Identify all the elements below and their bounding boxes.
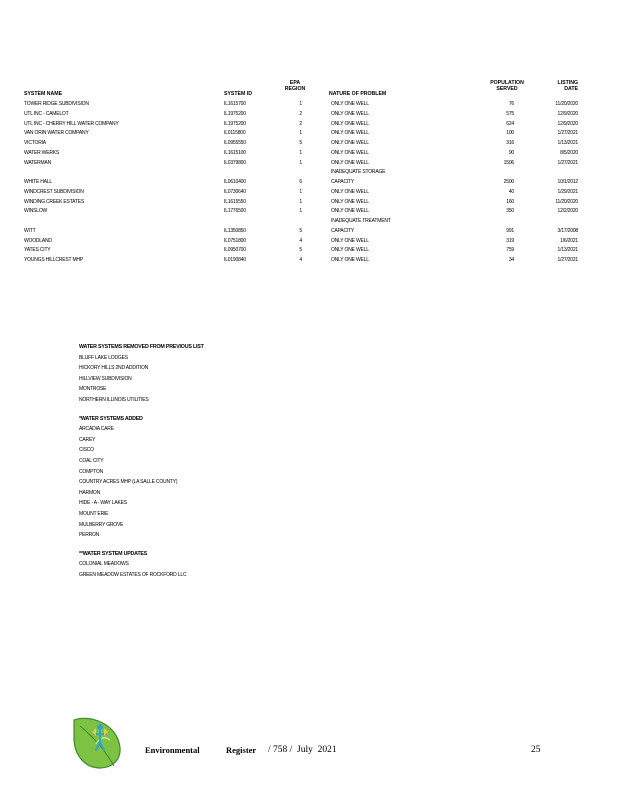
removed-list [79,353,329,406]
cell-population: 1506 [503,159,514,166]
cell-listing-date: 1/27/2021 [557,159,578,166]
cell-population: 350 [506,208,514,215]
cell-epa-region: 2 [299,110,302,117]
added-list-item: ARCADIA CARE [79,426,114,433]
table-row-continuation [0,218,618,226]
cell-nature: CAPACITY [331,227,355,234]
removed-heading: WATER SYSTEMS REMOVED FROM PREVIOUS LIST [79,344,204,350]
cell-system-id: IL1615700 [224,101,246,107]
added-list-item: HIDE - A - WAY LAKES [79,500,127,507]
footer-issue: / 758 / July 2021 [268,745,337,755]
cell-system-id: IL1350850 [224,227,246,234]
cell-system-id: IL0115800 [224,130,246,137]
cell-listing-date: 12/9/2020 [557,110,578,117]
cell-system-name: WINSLOW [24,208,48,215]
added-list [79,424,329,541]
cell-nature: ONLY ONE WELL [331,247,369,254]
cell-system-name: UTL INC - CHERRY HILL WATER COMPANY [24,120,119,127]
header-system-id: SYSTEM ID [224,91,252,97]
cell-nature: ONLY ONE WELL [331,130,369,137]
cell-system-id: IL0955550 [224,140,246,146]
cell-population: 34 [508,257,514,263]
cell-nature: ONLY ONE WELL [331,101,369,107]
cell-population: 759 [506,247,514,254]
updated-list-item: GREEN MEADOW ESTATES OF ROCKFORD LLC [79,571,187,578]
cell-epa-region: 5 [299,227,302,234]
cell-epa-region: 1 [299,130,302,137]
cell-nature: ONLY ONE WELL [331,149,369,156]
cell-listing-date: 1/13/2021 [557,247,578,254]
table-row [0,150,618,158]
cell-system-id: IL1615100 [224,149,246,156]
table-row [0,257,618,265]
cell-system-id: IL0379800 [224,159,246,166]
updated-list-item: COLONIAL MEADOWS [79,561,129,568]
cell-system-name: WOODLAND [24,237,52,244]
cell-listing-date: 3/17/2008 [557,227,578,234]
cell-population: 160 [506,198,514,205]
cell-system-name: WATERMAN [24,159,52,166]
cell-listing-date: 12/9/2020 [557,120,578,127]
cell-population: 100 [506,130,514,137]
added-list-item: COMPTON [79,468,104,475]
added-list-item: CAREY [79,436,96,443]
added-section [79,414,329,541]
cell-epa-region: 1 [299,149,302,156]
cell-epa-region: 4 [299,257,302,263]
removed-list-item: MONTROSE [79,386,107,393]
cell-population: 40 [508,188,514,195]
cell-system-name: YATES CITY [24,247,51,254]
cell-system-id: IL1975200 [224,110,246,117]
cell-nature: ONLY ONE WELL [331,198,369,205]
table-row [0,160,618,168]
footer-register: Register [226,745,257,755]
cell-epa-region: 1 [299,188,302,195]
cell-system-name: UTL INC - CAMELOT [24,110,69,117]
cell-system-name: WITT [24,227,36,234]
header-nature: NATURE OF PROBLEM [329,91,387,97]
cell-population: 76 [508,101,514,107]
added-list-item: COAL CITY [79,457,104,464]
added-list-item: MOUNT ERIE [79,510,109,517]
water-systems-table [0,0,618,300]
table-row [0,101,618,109]
header-listing-date: LISTING DATE [557,80,578,92]
cell-nature: ONLY ONE WELL [331,188,369,195]
cell-nature: ONLY ONE WELL [331,237,369,244]
page-number: 25 [531,745,541,755]
cell-listing-date: 1/13/2021 [557,140,578,146]
removed-list-item: NORTHERN ILLINOIS UTILITIES [79,396,149,403]
header-epa-region: EPA REGION [284,80,306,92]
table-row [0,121,618,129]
cell-system-name: VAN ORIN WATER COMPANY [24,130,89,137]
cell-system-name: WINDCREST SUBDIVISION [24,188,84,195]
cell-system-name: TOWER RIDGE SUBDIVISION [24,101,89,107]
cell-nature: ONLY ONE WELL [331,110,369,117]
cell-system-id: IL0190840 [224,257,246,263]
cell-population: 991 [506,227,514,234]
cell-epa-region: 4 [299,237,302,244]
cell-system-id: IL0950700 [224,247,246,254]
page-footer [0,714,618,774]
cell-population: 2500 [503,179,514,185]
added-heading: *WATER SYSTEMS ADDED [79,415,143,422]
cell-epa-region: 1 [299,101,302,107]
table-row [0,111,618,119]
removed-list-item: BLUFF LAKE LODGES [79,354,128,361]
added-list-item: PERRON [79,532,100,539]
cell-nature-continued: INADEQUATE STORAGE [331,169,386,176]
environmental-register-logo [70,714,124,770]
cell-listing-date: 12/2/2020 [557,208,578,215]
cell-listing-date: 11/20/2020 [555,101,578,107]
cell-listing-date: 1/27/2021 [557,130,578,137]
removed-list-item: HICKORY HILLS 2ND ADDITION [79,365,149,372]
added-list-item: CISCO [79,447,94,454]
cell-listing-date: 1/27/2021 [557,257,578,263]
cell-system-id: IL0730640 [224,188,246,195]
updated-list [79,559,329,580]
cell-epa-region: 6 [299,179,302,185]
cell-epa-region: 1 [299,159,302,166]
cell-listing-date: 11/20/2020 [555,198,578,205]
cell-system-name: VICTORIA [24,140,46,146]
table-row [0,228,618,236]
cell-population: 575 [506,110,514,117]
cell-nature-continued: INADEQUATE TREATMENT [331,218,391,224]
cell-epa-region: 5 [299,140,302,146]
cell-epa-region: 1 [299,198,302,205]
table-row [0,238,618,246]
cell-listing-date: 1/29/2021 [557,188,578,195]
added-list-item: COUNTRY ACRES MHP (LA SALLE COUNTY) [79,479,178,486]
cell-population: 319 [506,237,514,244]
cell-nature: ONLY ONE WELL [331,120,369,127]
cell-listing-date: 10/1/2012 [557,179,578,185]
cell-nature: ONLY ONE WELL [331,257,369,263]
table-row [0,130,618,138]
table-row [0,140,618,148]
cell-epa-region: 2 [299,120,302,127]
table-row [0,208,618,216]
cell-listing-date: 1/6/2021 [560,237,578,244]
header-system-name: SYSTEM NAME [24,91,63,97]
cell-system-id: IL1615550 [224,198,246,205]
table-row-continuation [0,169,618,177]
cell-system-id: IL1975200 [224,120,246,127]
cell-system-name: YOUNGS HILLCREST MHP [24,257,83,263]
table-row [0,199,618,207]
cell-listing-date: 8/5/2020 [560,149,578,156]
added-list-item: HARMON [79,489,101,496]
updated-section [79,549,329,581]
cell-system-name: WATER WERKS [24,149,60,156]
cell-population: 624 [506,120,514,127]
table-row [0,247,618,255]
cell-nature: ONLY ONE WELL [331,208,369,215]
cell-epa-region: 5 [299,247,302,254]
table-row [0,179,618,187]
cell-system-name: WHITE HALL [24,179,53,185]
cell-system-id: IL0610400 [224,179,246,185]
cell-epa-region: 1 [299,208,302,215]
cell-nature: CAPACITY [331,179,355,185]
footer-publication: Environmental [145,745,200,755]
cell-system-name: WINDING CREEK ESTATES [24,198,85,205]
cell-population: 316 [506,140,514,146]
change-sections [79,342,329,580]
cell-nature: ONLY ONE WELL [331,140,369,146]
cell-system-id: IL0751800 [224,237,246,244]
removed-list-item: HILLVIEW SUBDIVISION [79,375,132,382]
cell-nature: ONLY ONE WELL [331,159,369,166]
cell-system-id: IL1776500 [224,208,246,215]
table-row [0,189,618,197]
cell-population: 90 [508,149,514,156]
added-list-item: MULBERRY GROVE [79,521,124,528]
removed-section [79,342,329,406]
header-population: POPULATION SERVED [490,80,524,92]
updated-heading: **WATER SYSTEM UPDATES [79,550,148,557]
